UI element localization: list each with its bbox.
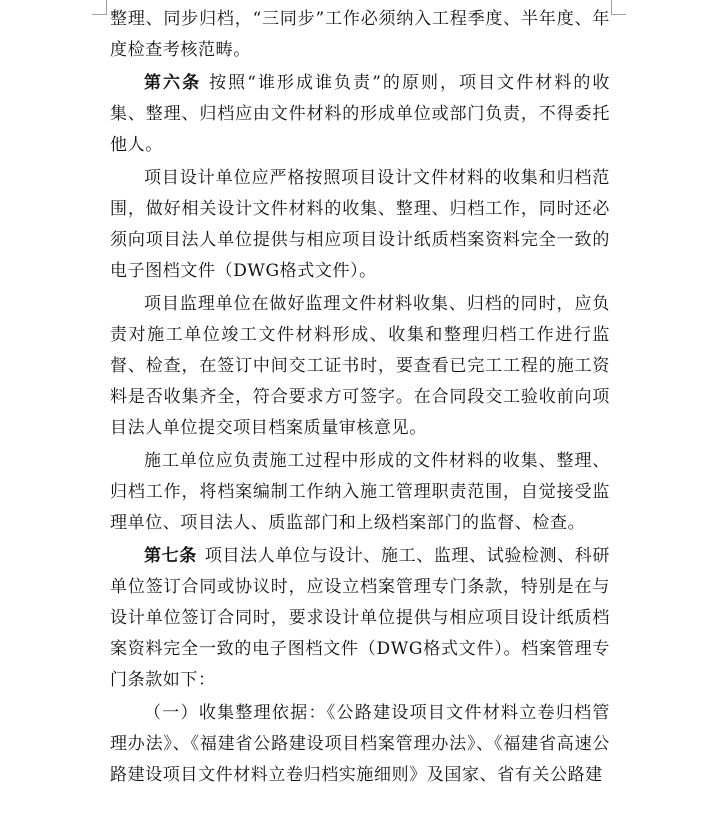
paragraph-article-6 [110, 68, 610, 161]
paragraph [110, 4, 610, 66]
paragraph-text: 项目设计单位应严格按照项目设计文件材料的收集和归档范围，做好相关设计文件材料的收集、整理、归档工作，同时还必须向项目法人单位提供与相应项目设计纸质档案资料完全一致的电子图档文件（DWG格式文件）。 [110, 168, 610, 281]
page-corner-mark-top-left [92, 0, 107, 15]
page-corner-mark-top-right [611, 0, 626, 15]
document-body[interactable] [110, 4, 610, 793]
paragraph [110, 289, 610, 444]
paragraph-article-7 [110, 541, 610, 696]
article-label: 第六条 [144, 73, 202, 93]
paragraph [110, 698, 610, 791]
paragraph-text: 按照“谁形成谁负责”的原则，项目文件材料的收集、整理、归档应由文件材料的形成单位或部门负责，不得委托他人。 [110, 73, 610, 155]
paragraph-text: 施工单位应负责施工过程中形成的文件材料的收集、整理、归档工作，将档案编制工作纳入施工管理职责范围，自觉接受监理单位、项目法人、质监部门和上级档案部门的监督、检查。 [110, 451, 610, 533]
paragraph [110, 446, 610, 539]
paragraph-text: 整理、同步归档，“三同步”工作必须纳入工程季度、半年度、年度检查考核范畴。 [110, 9, 610, 60]
article-label: 第七条 [144, 546, 197, 566]
paragraph [110, 163, 610, 287]
paragraph-text: （一）收集整理依据：《公路建设项目文件材料立卷归档管理办法》、《福建省公路建设项目档案管理办法》、《福建省高速公路建设项目文件材料立卷归档实施细则》及国家、省有关公路建 [110, 703, 610, 785]
paragraph-text: 项目法人单位与设计、施工、监理、试验检测、科研单位签订合同或协议时，应设立档案管理专门条款，特别是在与设计单位签订合同时，要求设计单位提供与相应项目设计纸质档案资料完全一致的电子图档文件（DWG格式文件）。档案管理专门条款如下： [110, 546, 610, 690]
paragraph-text: 项目监理单位在做好监理文件材料收集、归档的同时，应负责对施工单位竣工文件材料形成、收集和整理归档工作进行监督、检查，在签订中间交工证书时，要查看已完工工程的施工资料是否收集齐全，符合要求方可签字。在合同段交工验收前向项目法人单位提交项目档案质量审核意见。 [110, 294, 610, 438]
